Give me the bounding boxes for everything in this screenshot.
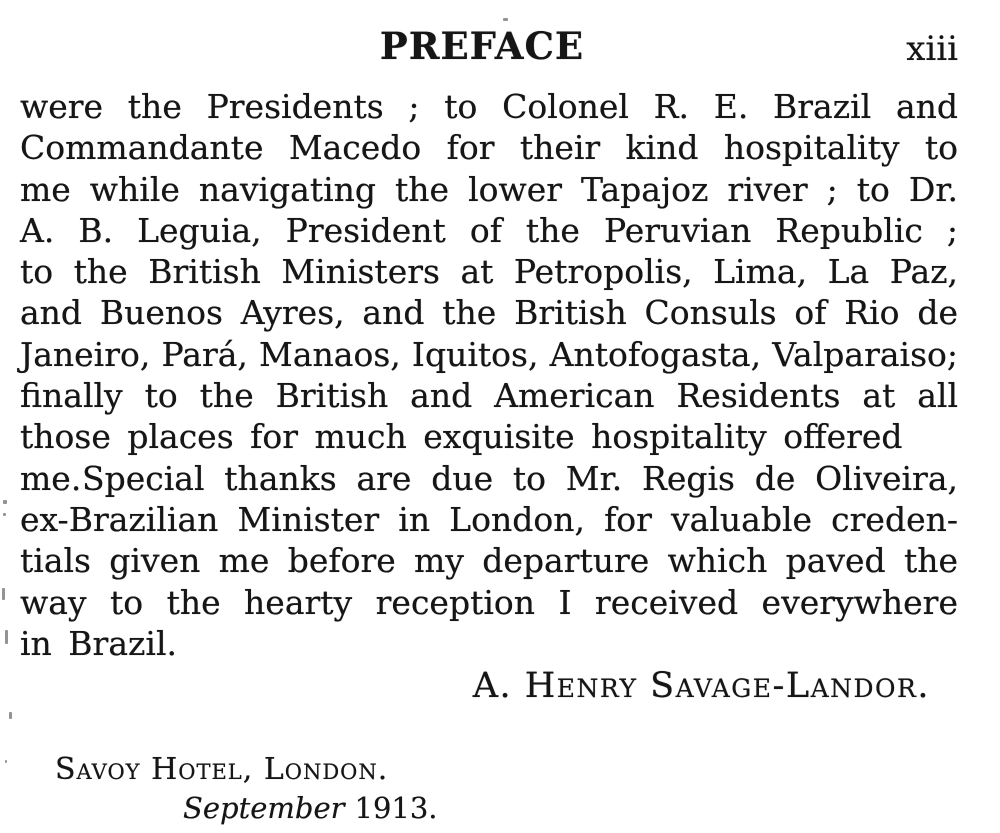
scan-speck [2, 588, 5, 600]
text-line: A. B. Leguia, President of the Peruvian Republic ; [20, 210, 958, 250]
page-header [0, 24, 1000, 70]
footer-date [183, 791, 438, 825]
text-line: Janeiro, Pará, Manaos, Iquitos, Antofogasta, Valparaiso; [20, 334, 958, 374]
scan-speck [3, 500, 7, 504]
text-line: those places for much exquisite hospitality offered me. [20, 417, 903, 498]
text-line: to the British Ministers at Petropolis, Lima, La Paz, [20, 252, 958, 292]
text-line: finally to the British and American Residents at all [20, 376, 958, 416]
preface-body [20, 86, 958, 664]
text-line: ex-Brazilian Minister in London, for valuable creden- [20, 499, 958, 539]
text-line: in Brazil. [20, 623, 177, 663]
footer-date-month: September [183, 791, 345, 825]
text-line: tials given me before my departure which paved the [20, 541, 958, 581]
scan-speck [3, 513, 6, 516]
text-line: and Buenos Ayres, and the British Consuls of Rio de [20, 293, 958, 333]
scan-speck [9, 712, 12, 719]
text-line: way to the hearty reception I received everywhere [20, 582, 958, 622]
text-line: were the Presidents ; to Colonel R. E. Brazil and [20, 87, 958, 126]
footer-location: Savoy Hotel, London. [55, 752, 389, 787]
scan-speck [503, 18, 508, 21]
footer-date-year: 1913. [354, 791, 438, 825]
text-line: Special thanks are due to Mr. Regis de Oliveira, [82, 458, 958, 498]
text-line: me while navigating the lower Tapajoz river ; to Dr. [20, 169, 958, 209]
author-signature: A. Henry Savage-Landor. [472, 666, 930, 706]
page-number: xiii [906, 29, 958, 69]
page-title: PREFACE [379, 24, 585, 68]
scan-speck [5, 760, 7, 763]
scan-speck [5, 630, 8, 644]
text-line: Commandante Macedo for their kind hospitality to [20, 128, 958, 168]
